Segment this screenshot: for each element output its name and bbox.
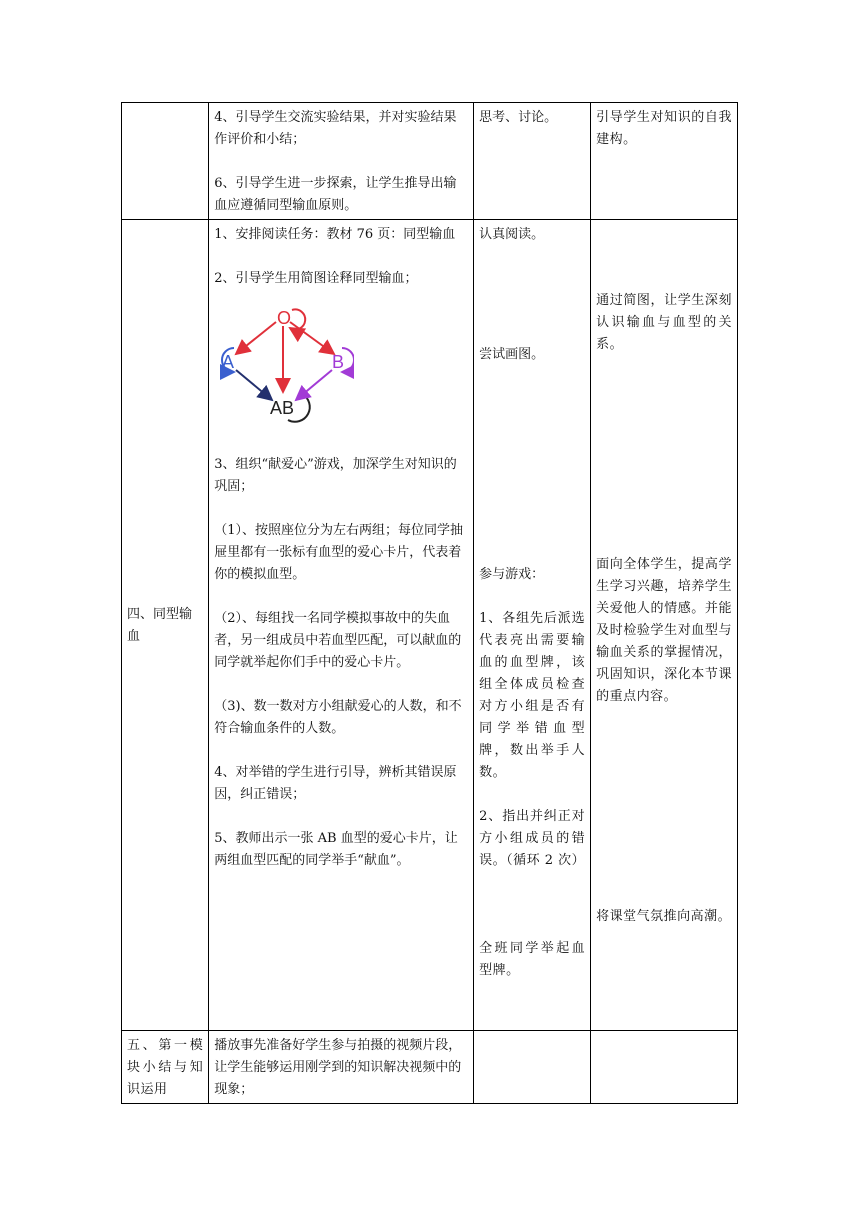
teacher-step: 1、安排阅读任务：教材 76 页：同型输血 xyxy=(214,227,456,242)
design-intent-cell xyxy=(591,103,738,220)
design-intent-cell xyxy=(591,220,738,1031)
intent-text: 通过简图，让学生深刻认识输血与血型的关系。 xyxy=(596,293,732,352)
teacher-step: （2）、每组找一名同学模拟事故中的失血者，另一组成员中若血型匹配，可以献血的同学就举起你们手中的爱心卡片。 xyxy=(214,611,462,670)
teacher-activity-cell xyxy=(209,1031,474,1104)
stage-cell xyxy=(122,103,209,220)
student-activity-cell xyxy=(474,103,591,220)
intent-text: 引导学生对知识的自我建构。 xyxy=(596,110,732,147)
label-b: B xyxy=(332,352,345,372)
teacher-step: 6、引导学生进一步探索，让学生推导出输血应遵循同型输血原则。 xyxy=(214,176,457,213)
teacher-step: 3、组织“献爱心”游戏，加深学生对知识的巩固； xyxy=(214,457,457,494)
student-step: 1、各组先后派选代表亮出需要输血的血型牌，该组全体成员检查对方小组是否有同学举错血型牌，数出举手人数。 xyxy=(479,611,586,780)
student-step: 尝试画图。 xyxy=(479,347,545,362)
label-ab: AB xyxy=(270,398,295,418)
label-a: A xyxy=(222,352,235,372)
teacher-step: 2、引导学生用简图诠释同型输血； xyxy=(214,271,418,286)
student-activity-cell xyxy=(474,1031,591,1104)
arrow-o-to-a xyxy=(236,322,276,354)
teacher-step: （1）、按照座位分为左右两组；每位同学抽屉里都有一张标有血型的爱心卡片，代表着你的模拟血型。 xyxy=(214,523,464,582)
student-step: 思考、讨论。 xyxy=(479,110,558,125)
teacher-step: 4、引导学生交流实验结果，并对实验结果作评价和小结； xyxy=(214,110,457,147)
design-intent-cell xyxy=(591,1031,738,1104)
student-activity-cell xyxy=(474,220,591,1031)
intent-text: 面向全体学生，提高学生学习兴趣，培养学生关爱他人的情感。并能及时检验学生对血型与输血关系的掌握情况，巩固知识，深化本节课的重点内容。 xyxy=(596,557,732,704)
student-step: 认真阅读。 xyxy=(479,227,545,242)
student-step: 参与游戏： xyxy=(479,567,545,582)
intent-text: 将课堂气氛推向高潮。 xyxy=(596,909,732,924)
table-row xyxy=(122,1031,738,1104)
teacher-step: 播放事先准备好学生参与拍摄的视频片段，让学生能够运用刚学到的知识解决视频中的现象； xyxy=(214,1038,462,1097)
teacher-step: 5、教师出示一张 AB 血型的爱心卡片，让两组血型匹配的同学举手“献血”。 xyxy=(214,831,458,868)
stage-cell xyxy=(122,220,209,1031)
table-row xyxy=(122,220,738,1031)
student-step: 全班同学举起血型牌。 xyxy=(479,941,586,978)
student-step: 2、指出并纠正对方小组成员的错误。（循环 2 次） xyxy=(479,809,586,868)
stage-cell xyxy=(122,1031,209,1104)
teacher-step: （3)、数一数对方小组献爱心的人数，和不符合输血条件的人数。 xyxy=(214,699,462,736)
lesson-plan-table xyxy=(121,102,738,1104)
blood-type-transfusion-diagram xyxy=(214,296,354,436)
teacher-activity-cell xyxy=(209,220,474,1031)
stage-label: 四、同型输血 xyxy=(127,607,193,644)
arrow-a-to-ab xyxy=(236,370,272,400)
teacher-step: 4、对举错的学生进行引导，辨析其错误原因，纠正错误； xyxy=(214,765,457,802)
arrow-o-to-b xyxy=(290,322,334,354)
arrow-b-to-ab xyxy=(296,370,332,400)
teacher-activity-cell xyxy=(209,103,474,220)
stage-label: 五、第一模块小结与知识运用 xyxy=(127,1038,204,1097)
table-row xyxy=(122,103,738,220)
label-o: O xyxy=(277,308,292,328)
